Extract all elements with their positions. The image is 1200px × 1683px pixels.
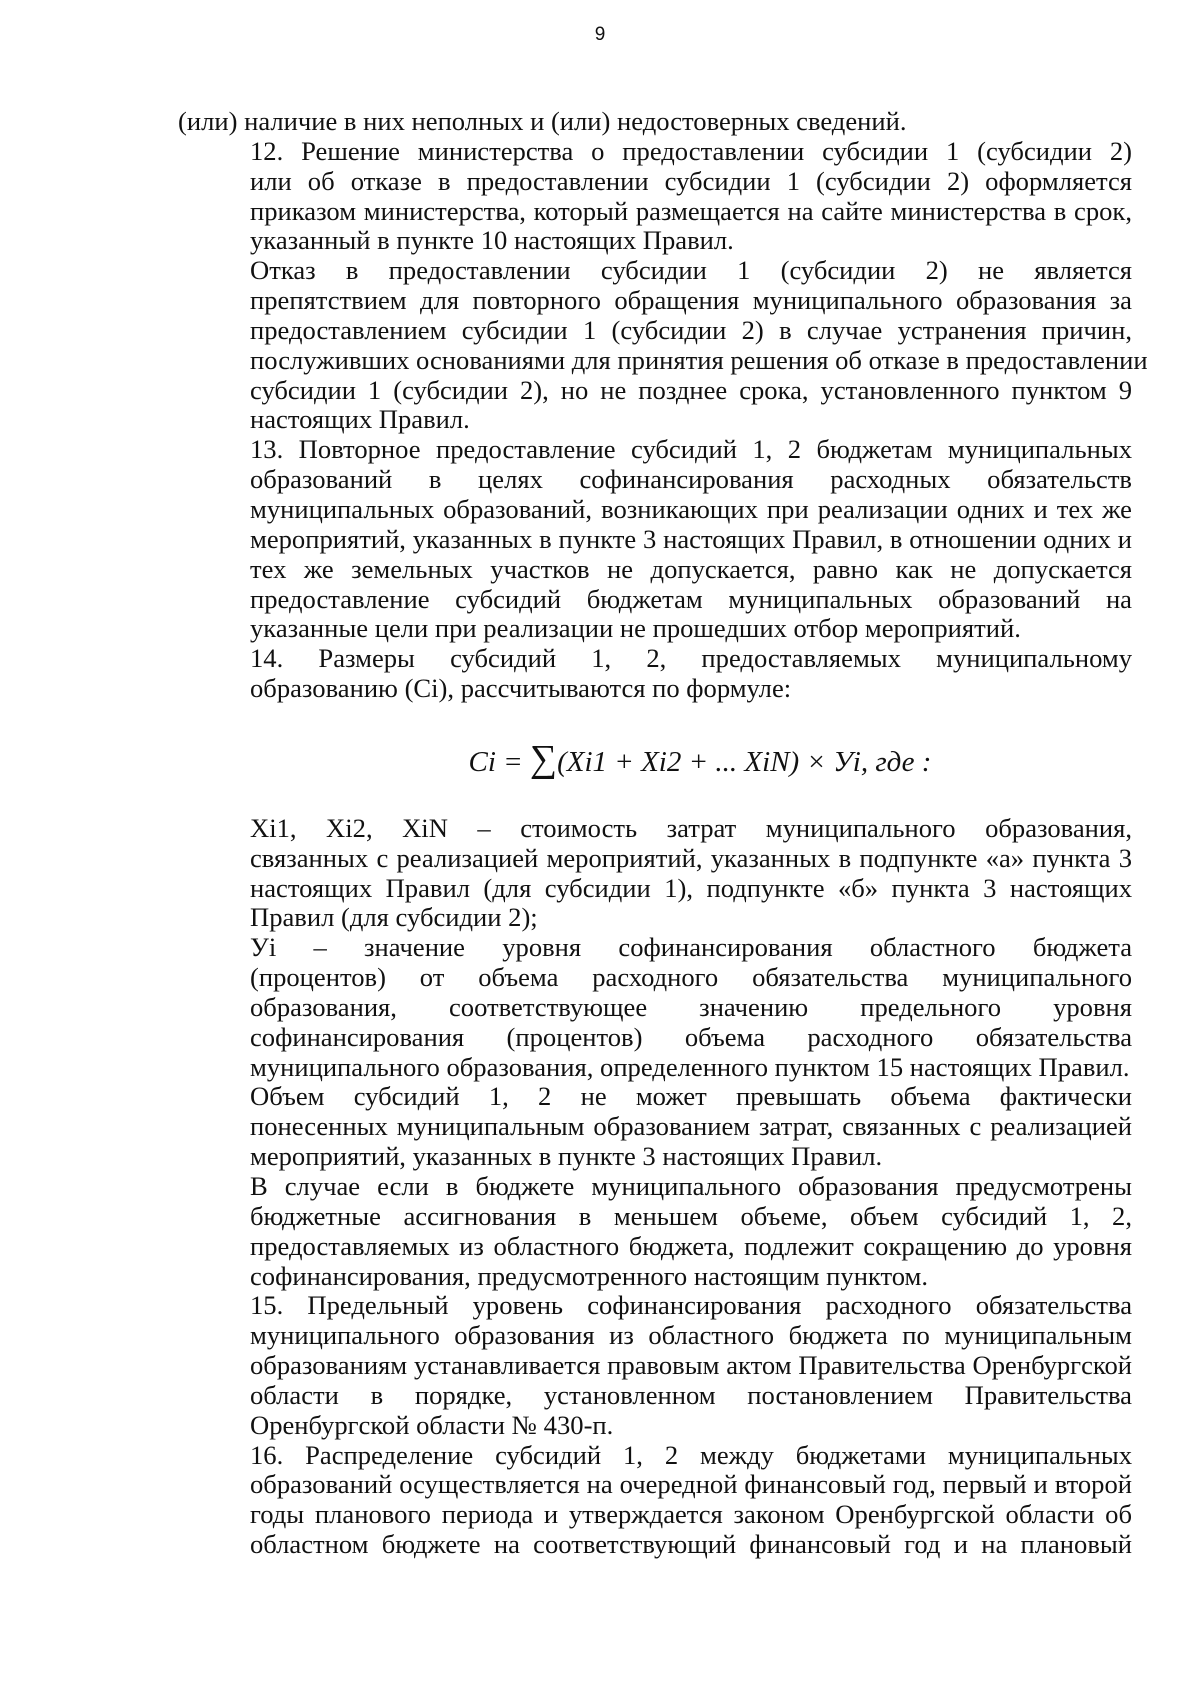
paragraph bbox=[178, 1082, 1132, 1172]
text-line: предоставлением субсидии 1 (субсидии 2) в случае устранения причин, bbox=[250, 314, 1132, 345]
text-line: предоставляемых из областного бюджета, подлежит сокращению до уровня bbox=[250, 1230, 1132, 1261]
text-line: препятствием для повторного обращения муниципального образования за bbox=[250, 285, 1132, 316]
text-line: мероприятий, указанных в пункте 3 настоящих Правил, в отношении одних и bbox=[250, 523, 1132, 554]
paragraph bbox=[178, 1172, 1132, 1291]
paragraph bbox=[178, 1291, 1132, 1440]
text-line: софинансирования, предусмотренного настоящим пунктом. bbox=[250, 1260, 929, 1291]
text-line: Xi1, Xi2, XiN – стоимость затрат муниципального образования, bbox=[250, 812, 1132, 843]
text-line: Оренбургской области № 430-п. bbox=[250, 1409, 614, 1440]
page-number: 9 bbox=[594, 24, 606, 45]
text-line: предоставление субсидий бюджетам муниципальных образований на bbox=[250, 583, 1132, 614]
formula-right: (Xi1 + Xi2 + ... XiN) × Уi, где : bbox=[557, 745, 932, 778]
paragraph bbox=[178, 644, 1132, 704]
document-body bbox=[178, 106, 1148, 1560]
paragraph bbox=[178, 255, 1148, 435]
text-line: (или) наличие в них неполных и (или) недостоверных сведений. bbox=[178, 106, 907, 136]
text-line: муниципального образования из областного бюджета по муниципальным bbox=[250, 1320, 1132, 1351]
text-line: 14. Размеры субсидий 1, 2, предоставляемых муниципальному bbox=[250, 643, 1132, 674]
paragraph bbox=[178, 933, 1132, 1082]
text-line: указанный в пункте 10 настоящих Правил. bbox=[250, 225, 734, 256]
text-line: тех же земельных участков не допускается, равно как не допускается bbox=[250, 553, 1132, 584]
text-line: Правил (для субсидии 2); bbox=[250, 902, 538, 933]
text-line: 12. Решение министерства о предоставлении субсидии 1 (субсидии 2) bbox=[250, 135, 1132, 166]
text-line: 15. Предельный уровень софинансирования расходного обязательства bbox=[250, 1290, 1132, 1321]
text-line: области в порядке, установленном постановлением Правительства bbox=[250, 1379, 1132, 1410]
subsidy-formula bbox=[178, 704, 1132, 814]
text-line: мероприятий, указанных в пункте 3 настоящих Правил. bbox=[250, 1141, 883, 1172]
text-line: В случае если в бюджете муниципального образования предусмотрены bbox=[250, 1171, 1132, 1201]
text-line: муниципальных образований, возникающих при реализации одних и тех же bbox=[250, 493, 1132, 524]
text-line: областном бюджете на соответствующий финансовый год и на плановый bbox=[250, 1529, 1132, 1560]
text-line: муниципального образования, определенного пунктом 15 настоящих Правил. bbox=[250, 1051, 1130, 1082]
paragraphs-bottom bbox=[178, 814, 1132, 1560]
text-line: 13. Повторное предоставление субсидий 1, 2 бюджетам муниципальных bbox=[250, 434, 1132, 465]
text-line: понесенных муниципальным образованием затрат, связанных с реализацией bbox=[250, 1111, 1132, 1142]
text-line: указанные цели при реализации не прошедших отбор мероприятий. bbox=[250, 613, 1021, 644]
text-line: связанных с реализацией мероприятий, указанных в подпункте «а» пункта 3 bbox=[250, 842, 1132, 873]
paragraph bbox=[178, 107, 1132, 137]
text-line: приказом министерства, который размещается на сайте министерства в срок, bbox=[250, 195, 1132, 226]
text-line: субсидии 1 (субсидии 2), но не позднее срока, установленного пунктом 9 bbox=[250, 374, 1132, 405]
text-line: образований в целях софинансирования расходных обязательств bbox=[250, 464, 1132, 495]
paragraph bbox=[178, 435, 1132, 644]
text-line: образования, соответствующее значению предельного уровня bbox=[250, 991, 1132, 1022]
text-line: софинансирования (процентов) объема расходного обязательства bbox=[250, 1021, 1132, 1052]
text-line: послуживших основаниями для принятия решения об отказе в предоставлении bbox=[250, 344, 1148, 375]
paragraph bbox=[178, 137, 1132, 256]
paragraphs-top bbox=[178, 106, 1148, 704]
text-line: 16. Распределение субсидий 1, 2 между бюджетами муниципальных bbox=[250, 1439, 1132, 1470]
formula-left: Ci = bbox=[468, 745, 530, 778]
sigma-symbol: ∑ bbox=[530, 737, 558, 780]
text-line: Отказ в предоставлении субсидии 1 (субсидии 2) не является bbox=[250, 255, 1132, 286]
text-line: годы планового периода и утверждается законом Оренбургской области об bbox=[250, 1499, 1132, 1530]
text-line: образованию (Ci), рассчитываются по формуле: bbox=[250, 673, 792, 704]
paragraph bbox=[178, 814, 1132, 933]
text-line: бюджетные ассигнования в меньшем объеме, объем субсидий 1, 2, bbox=[250, 1200, 1132, 1231]
paragraph bbox=[178, 1441, 1132, 1560]
text-line: (процентов) от объема расходного обязательства муниципального bbox=[250, 962, 1132, 993]
text-line: образований осуществляется на очередной финансовый год, первый и второй bbox=[250, 1469, 1132, 1500]
text-line: или об отказе в предоставлении субсидии 1 (субсидии 2) оформляется bbox=[250, 165, 1132, 196]
text-line: образованиям устанавливается правовым актом Правительства Оренбургской bbox=[250, 1350, 1132, 1381]
text-line: Объем субсидий 1, 2 не может превышать объема фактически bbox=[250, 1081, 1132, 1112]
text-line: настоящих Правил. bbox=[250, 404, 470, 435]
text-line: Уi – значение уровня софинансирования областного бюджета bbox=[250, 932, 1132, 963]
text-line: настоящих Правил (для субсидии 1), подпункте «б» пункта 3 настоящих bbox=[250, 872, 1132, 903]
